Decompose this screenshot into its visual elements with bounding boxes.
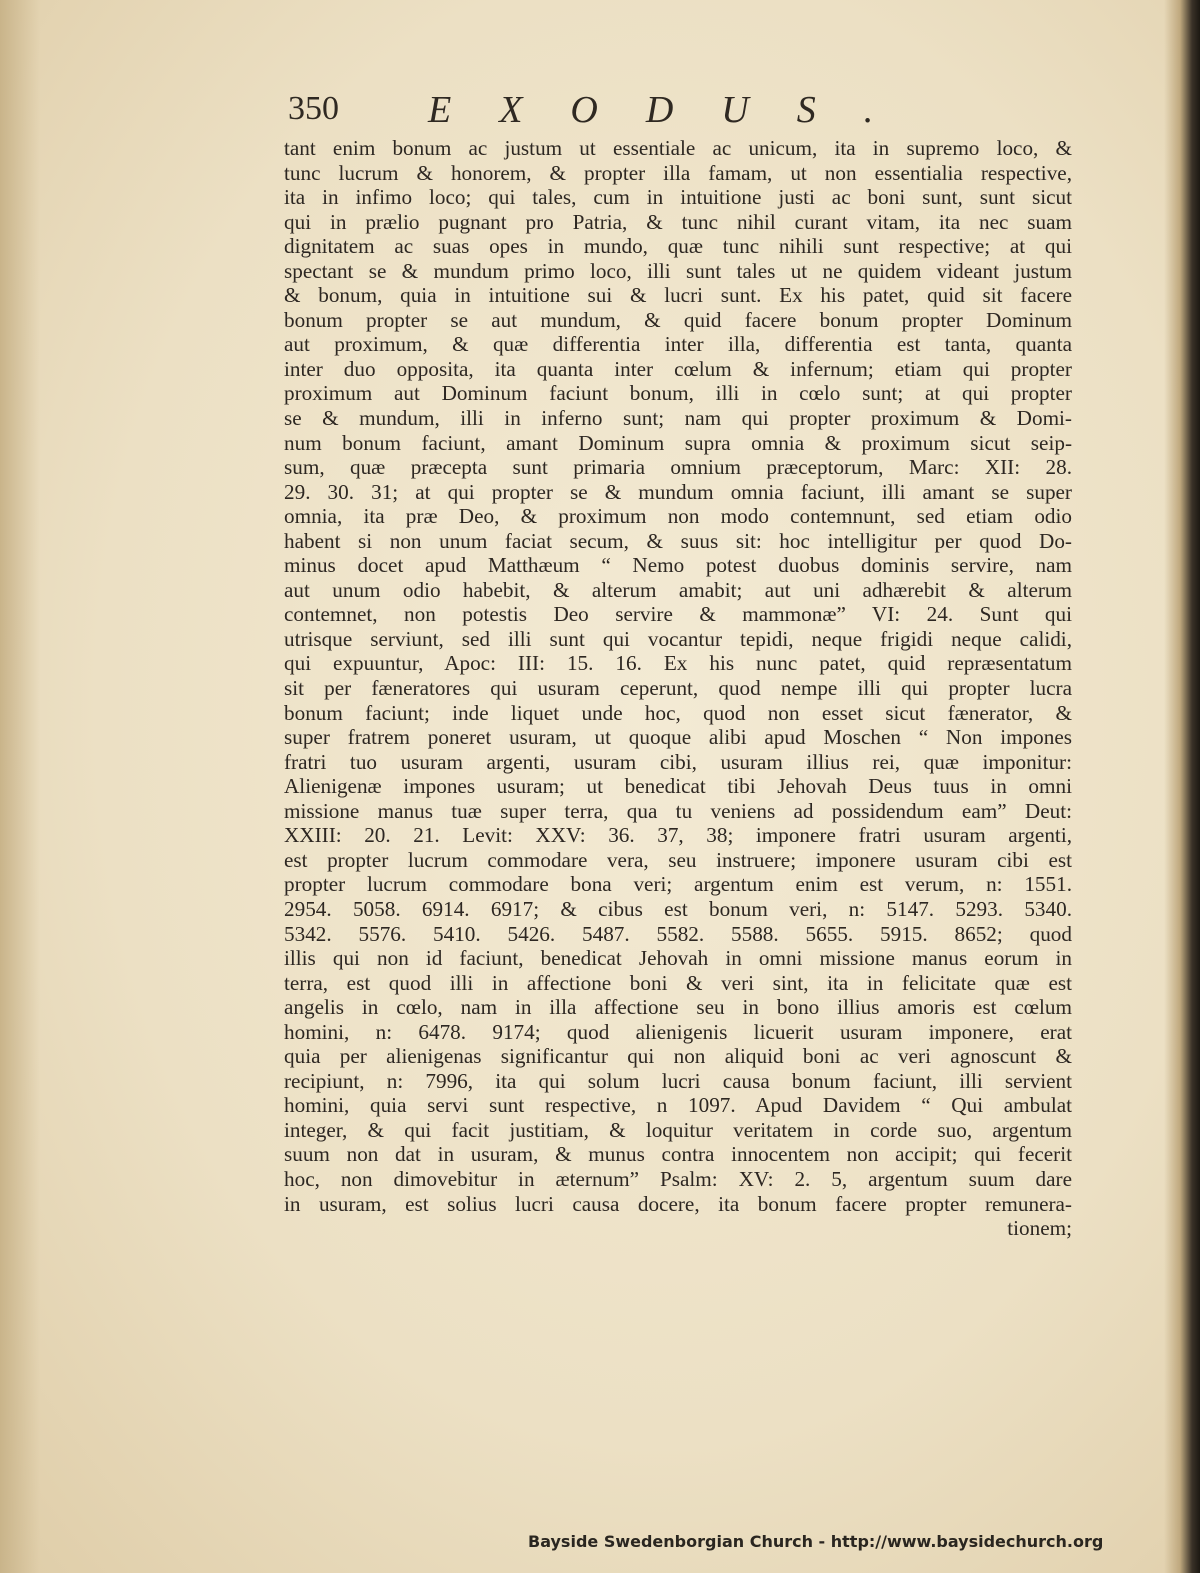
- text-line: contemnet, non potestis Deo servire & mammonæ” VI: 24. Sunt qui: [284, 602, 1072, 627]
- text-line: qui in prælio pugnant pro Patria, & tunc nihil curant vitam, ita nec suam: [284, 209, 1072, 234]
- text-line: dignitatem ac suas opes in mundo, quæ tunc nihili sunt respective; at qui: [284, 234, 1072, 259]
- body-text: [284, 136, 1072, 1241]
- text-line: qui expuuntur, Apoc: III: 15. 16. Ex his nunc patet, quid repræsentatum: [284, 651, 1072, 676]
- text-line: utrisque serviunt, sed illi sunt qui vocantur tepidi, neque frigidi neque calidi,: [284, 626, 1072, 651]
- running-title: EXODUS.: [428, 89, 922, 131]
- text-line: bonum propter se aut mundum, & quid facere bonum propter Dominum: [284, 307, 1072, 332]
- text-line: proximum aut Dominum faciunt bonum, illi in cœlo sunt; at qui propter: [284, 381, 1072, 406]
- text-line: in usuram, est solius lucri causa docere, ita bonum facere propter remunera-: [284, 1191, 1072, 1216]
- text-line: homini, n: 6478. 9174; quod alienigenis licuerit usuram imponere, erat: [284, 1019, 1072, 1044]
- text-line: super fratrem poneret usuram, ut quoque alibi apud Moschen “ Non impones: [284, 725, 1072, 750]
- text-line: recipiunt, n: 7996, ita qui solum lucri causa bonum faciunt, illi servient: [284, 1068, 1072, 1093]
- footer-credit: Bayside Swedenborgian Church - http://www.baysidechurch.org: [528, 1532, 1104, 1551]
- page-header: [288, 84, 1068, 136]
- text-line: 5342. 5576. 5410. 5426. 5487. 5582. 5588. 5655. 5915. 8652; quod: [284, 921, 1072, 946]
- text-line: inter duo opposita, ita quanta inter cœlum & infernum; etiam qui propter: [284, 356, 1072, 381]
- text-line: tionem;: [1007, 1216, 1072, 1241]
- page-number: 350: [288, 90, 339, 127]
- text-line: est propter lucrum commodare vera, seu instruere; imponere usuram cibi est: [284, 847, 1072, 872]
- text-line: sum, quæ præcepta sunt primaria omnium præceptorum, Marc: XII: 28.: [284, 455, 1072, 480]
- text-line: quia per alienigenas significantur qui non aliquid boni ac veri agnoscunt &: [284, 1044, 1072, 1069]
- text-line: Alienigenæ impones usuram; ut benedicat tibi Jehovah Deus tuus in omni: [284, 774, 1072, 799]
- text-line: missione manus tuæ super terra, qua tu veniens ad possidendum eam” Deut:: [284, 798, 1072, 823]
- text-line: propter lucrum commodare bona veri; argentum enim est verum, n: 1551.: [284, 872, 1072, 897]
- text-line: aut unum odio habebit, & alterum amabit; aut uni adhærebit & alterum: [284, 577, 1072, 602]
- text-line: XXIII: 20. 21. Levit: XXV: 36. 37, 38; imponere fratri usuram argenti,: [284, 823, 1072, 848]
- text-line: sit per fæneratores qui usuram ceperunt, quod nempe illi qui propter lucra: [284, 676, 1072, 701]
- text-line: se & mundum, illi in inferno sunt; nam qui propter proximum & Domi-: [284, 406, 1072, 431]
- text-line: integer, & qui facit justitiam, & loquitur veritatem in corde suo, argentum: [284, 1117, 1072, 1142]
- text-line: ita in infimo loco; qui tales, cum in intuitione justi ac boni sunt, sunt sicut: [284, 185, 1072, 210]
- text-line: illis qui non id faciunt, benedicat Jehovah in omni missione manus eorum in: [284, 946, 1072, 971]
- text-line: 29. 30. 31; at qui propter se & mundum omnia faciunt, illi amant se super: [284, 479, 1072, 504]
- text-line: minus docet apud Matthæum “ Nemo potest duobus dominis servire, nam: [284, 553, 1072, 578]
- text-line: spectant se & mundum primo loco, illi sunt tales ut ne quidem videant justum: [284, 258, 1072, 283]
- text-line: aut proximum, & quæ differentia inter illa, differentia est tanta, quanta: [284, 332, 1072, 357]
- text-line: tant enim bonum ac justum ut essentiale ac unicum, ita in supremo loco, &: [284, 136, 1072, 160]
- text-line: angelis in cœlo, nam in illa affectione seu in bono illius amoris est cœlum: [284, 995, 1072, 1020]
- text-line: terra, est quod illi in affectione boni & veri sint, ita in felicitate quæ est: [284, 970, 1072, 995]
- text-line: fratri tuo usuram argenti, usuram cibi, usuram illius rei, quæ imponitur:: [284, 749, 1072, 774]
- text-line: 2954. 5058. 6914. 6917; & cibus est bonum veri, n: 5147. 5293. 5340.: [284, 896, 1072, 921]
- page-edge-shadow: [1164, 0, 1200, 1573]
- text-line: habent si non unum faciat secum, & suus sit: hoc intelligitur per quod Do-: [284, 528, 1072, 553]
- text-line: bonum faciunt; inde liquet unde hoc, quod non esset sicut fænerator, &: [284, 700, 1072, 725]
- text-line: num bonum faciunt, amant Dominum supra omnia & proximum sicut seip-: [284, 430, 1072, 455]
- text-line: homini, quia servi sunt respective, n 1097. Apud Davidem “ Qui ambulat: [284, 1093, 1072, 1118]
- text-line: suum non dat in usuram, & munus contra innocentem non accipit; qui fecerit: [284, 1142, 1072, 1167]
- text-line: & bonum, quia in intuitione sui & lucri sunt. Ex his patet, quid sit facere: [284, 283, 1072, 308]
- text-line: omnia, ita præ Deo, & proximum non modo contemnunt, sed etiam odio: [284, 504, 1072, 529]
- gutter-shadow: [0, 0, 40, 1573]
- text-line: hoc, non dimovebitur in æternum” Psalm: XV: 2. 5, argentum suum dare: [284, 1166, 1072, 1191]
- text-line: tunc lucrum & honorem, & propter illa famam, ut non essentialia respective,: [284, 160, 1072, 185]
